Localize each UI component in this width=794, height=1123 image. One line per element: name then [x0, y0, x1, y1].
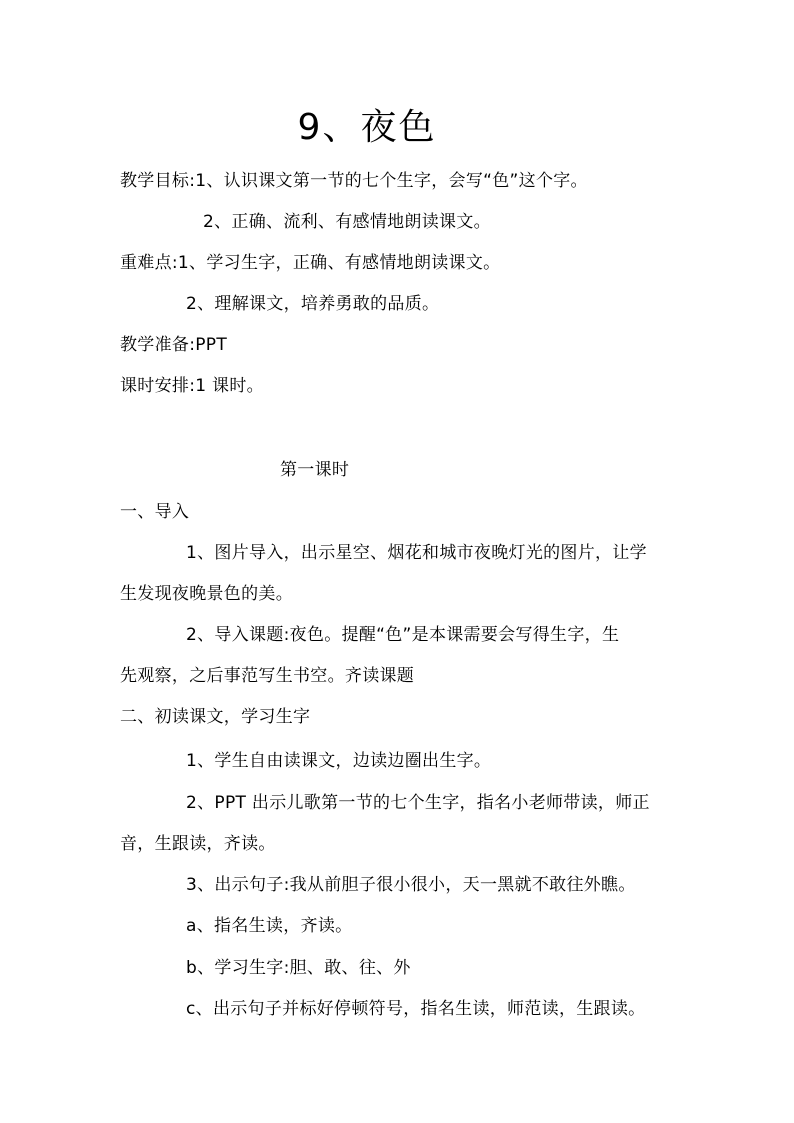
section-2-item-c: c、出示句子并标好停顿符号，指名生读，师范读，生跟读。 [186, 999, 646, 1019]
section-1-paragraph-1-line-1: 1、图片导入，出示星空、烟花和城市夜晚灯光的图片，让学 [186, 543, 647, 563]
section-2-heading: 二、初读课文，学习生字 [120, 707, 311, 727]
lesson-heading: 第一课时 [280, 460, 350, 480]
section-2-paragraph-2-line-1: 2、PPT 出示儿歌第一节的七个生字，指名小老师带读，师正 [186, 793, 650, 813]
section-2-item-a: a、指名生读，齐读。 [186, 916, 353, 936]
document-title: 9、夜色 [297, 107, 437, 148]
teaching-objectives-line-1: 教学目标:1、认识课文第一节的七个生字，会写“色”这个字。 [120, 171, 588, 191]
class-schedule: 课时安排:1 课时。 [120, 376, 264, 396]
teaching-preparation: 教学准备:PPT [120, 335, 228, 355]
section-1-paragraph-1-line-2: 生发现夜晚景色的美。 [120, 584, 293, 604]
section-1-paragraph-2-line-1: 2、导入课题:夜色。提醒“色”是本课需要会写得生字，生 [186, 625, 620, 645]
section-2-item-b: b、学习生字:胆、敢、往、外 [186, 958, 411, 978]
section-1-heading: 一、导入 [120, 502, 190, 522]
section-2-paragraph-1: 1、学生自由读课文，边读边圈出生字。 [186, 751, 492, 771]
key-points-line-2: 2、理解课文，培养勇敢的品质。 [186, 294, 440, 314]
section-2-paragraph-3: 3、出示句子:我从前胆子很小很小，天一黑就不敢往外瞧。 [186, 875, 636, 895]
section-1-paragraph-2-line-2: 先观察，之后事范写生书空。齐读课题 [120, 666, 415, 686]
key-points-line-1: 重难点:1、学习生字，正确、有感情地朗读课文。 [120, 253, 501, 273]
teaching-objectives-line-2: 2、正确、流利、有感情地朗读课文。 [203, 212, 491, 232]
section-2-paragraph-2-line-2: 音，生跟读，齐读。 [120, 834, 276, 854]
